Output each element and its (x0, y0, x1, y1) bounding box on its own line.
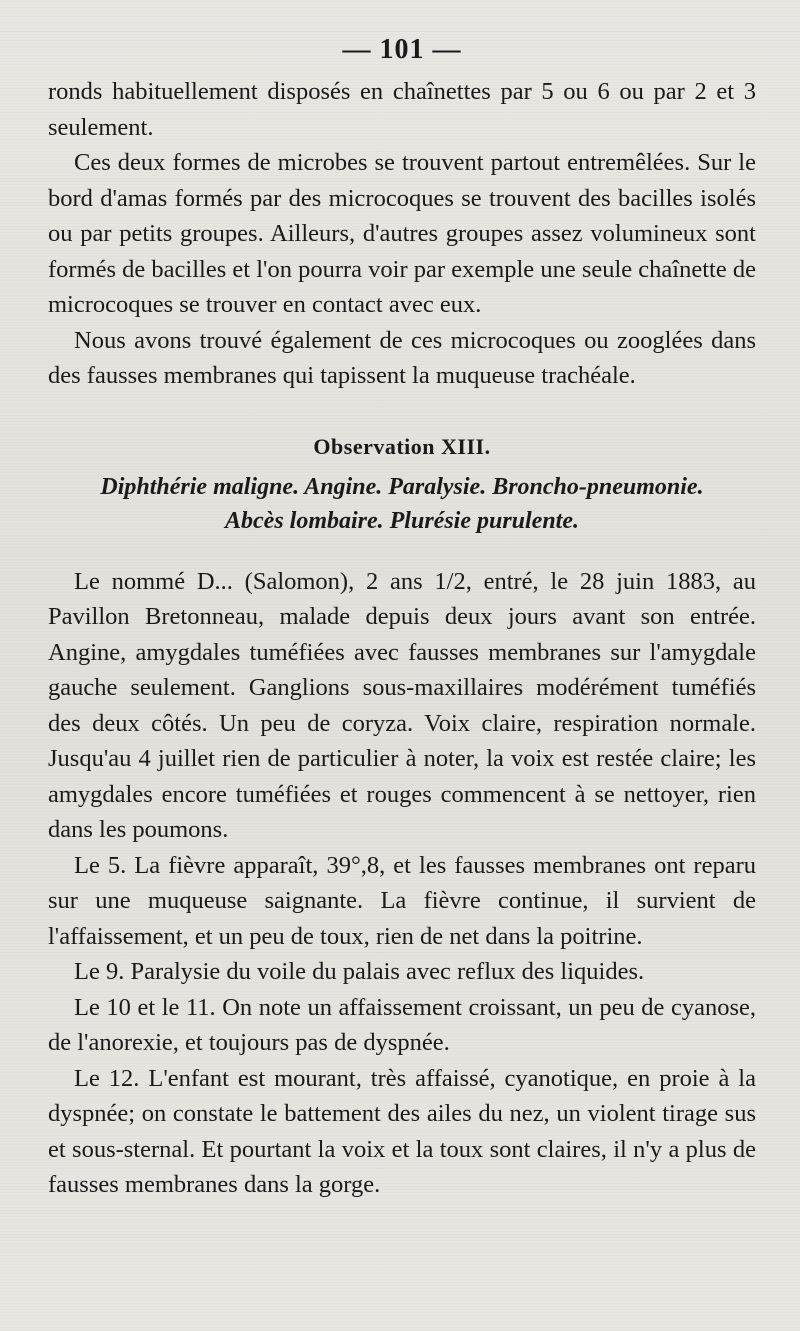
paragraph-day-12: Le 12. L'enfant est mourant, très affaissé, cyanotique, en proie à la dyspnée; on constate le battement des ailes du nez, un violent tirage sus et sous-sternal. Et pourtant la voix et la toux sont claires, il n'y a plus de fausses membranes dans la gorge. (48, 1064, 756, 1198)
paragraph-continuation: ronds habituellement disposés en chaînettes par 5 ou 6 ou par 2 et 3 seulement. (48, 78, 756, 141)
paragraph-case-intro: Le nommé D... (Salomon), 2 ans 1/2, entré, le 28 juin 1883, au Pavillon Bretonneau, malade depuis deux jours avant son entrée. Angine, amygdales tuméfiées avec fausses membranes sur l'amygdale gauche seulement. Ganglions sous-maxillaires modérément tuméfiés des deux côtés. Un peu de coryza. Voix claire, respiration normale. Jusqu'au 4 juillet rien de particulier à noter, la voix est restée claire; les amygdales encore tuméfiées et rouges commencent à se nettoyer, rien dans les poumons. (48, 567, 756, 843)
paragraph-microbes: Ces deux formes de microbes se trouvent partout entremêlées. Sur le bord d'amas formés par des microcoques se trouvent des bacilles isolés ou par petits groupes. Ailleurs, d'autres groupes assez volumineux sont formés de bacilles et l'on pourra voir par exemple une seule chaînette de microcoques se trouver en contact avec eux. (48, 149, 756, 318)
page-number: — 101 — (342, 34, 462, 65)
observation-title: Observation XIII. (313, 433, 491, 459)
paragraph-day-5: Le 5. La fièvre apparaît, 39°,8, et les fausses membranes ont reparu sur une muqueuse saignante. La fièvre continue, il survient de l'affaissement, et un peu de toux, rien de net dans la poitrine. (48, 851, 756, 950)
paragraph-day-10-11: Le 10 et le 11. On note un affaissement croissant, un peu de cyanose, de l'anorexie, et toujours pas de dyspnée. (48, 993, 756, 1056)
section-spacer (48, 538, 756, 564)
observation-subtitle-line1: Diphthérie maligne. Angine. Paralysie. Broncho-pneumonie. (100, 473, 704, 500)
observation-subtitle-line2: Abcès lombaire. Plurésie purulente. (225, 507, 579, 534)
paragraph-day-9: Le 9. Paralysie du voile du palais avec reflux des liquides. (74, 958, 645, 985)
paragraph-tracheal: Nous avons trouvé également de ces microcoques ou zooglées dans des fausses membranes qui tapissent la muqueuse trachéale. (48, 326, 756, 389)
